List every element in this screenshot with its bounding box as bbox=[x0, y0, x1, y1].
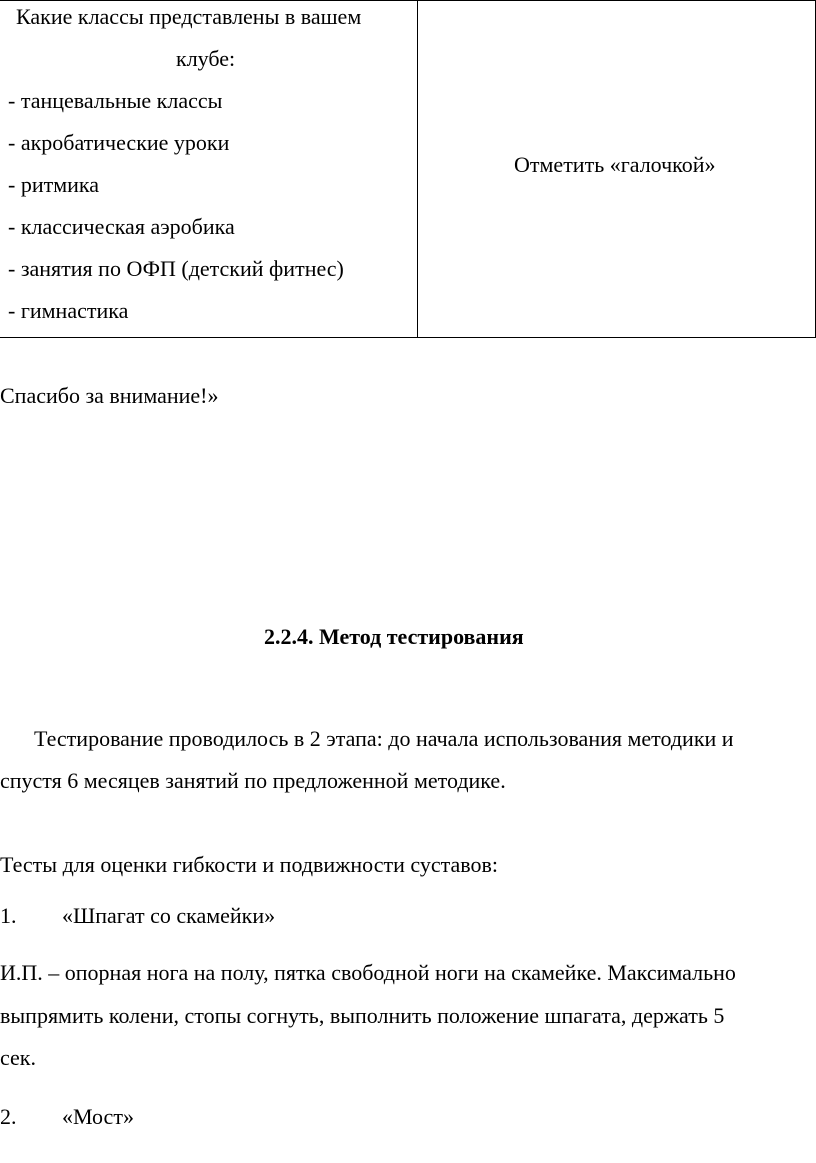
tests-intro: Тесты для оценки гибкости и подвижности суставов: bbox=[0, 852, 498, 877]
option-item: - гимнастика bbox=[8, 298, 129, 323]
table-column-divider bbox=[417, 0, 418, 338]
list-item-title: «Шпагат со скамейки» bbox=[62, 903, 276, 928]
thanks-text: Спасибо за внимание!» bbox=[0, 383, 219, 408]
section-heading: 2.2.4. Метод тестирования bbox=[264, 624, 524, 649]
question-text-line2: клубе: bbox=[176, 46, 236, 71]
table-border-top bbox=[0, 0, 816, 1]
list-item-number: 2. bbox=[0, 1104, 17, 1129]
description-line: И.П. – опорная нога на полу, пятка свободной ноги на скамейке. Максимально bbox=[0, 960, 736, 985]
option-item: - акробатические уроки bbox=[8, 130, 230, 155]
paragraph-line: спустя 6 месяцев занятий по предложенной методике. bbox=[0, 768, 506, 793]
description-line: выпрямить колени, стопы согнуть, выполнить положение шпагата, держать 5 bbox=[0, 1003, 725, 1028]
description-line: сек. bbox=[0, 1045, 36, 1070]
paragraph-line: Тестирование проводилось в 2 этапа: до начала использования методики и bbox=[34, 726, 734, 751]
question-text-line1: Какие классы представлены в вашем bbox=[16, 4, 362, 29]
option-item: - классическая аэробика bbox=[8, 214, 235, 239]
list-item-number: 1. bbox=[0, 903, 17, 928]
answer-instruction: Отметить «галочкой» bbox=[514, 152, 716, 177]
option-item: - танцевальные классы bbox=[8, 88, 223, 113]
table-border-bottom bbox=[0, 337, 816, 338]
survey-table bbox=[0, 0, 816, 338]
option-item: - ритмика bbox=[8, 172, 100, 197]
option-item: - занятия по ОФП (детский фитнес) bbox=[8, 256, 344, 281]
list-item-title: «Мост» bbox=[62, 1104, 134, 1129]
